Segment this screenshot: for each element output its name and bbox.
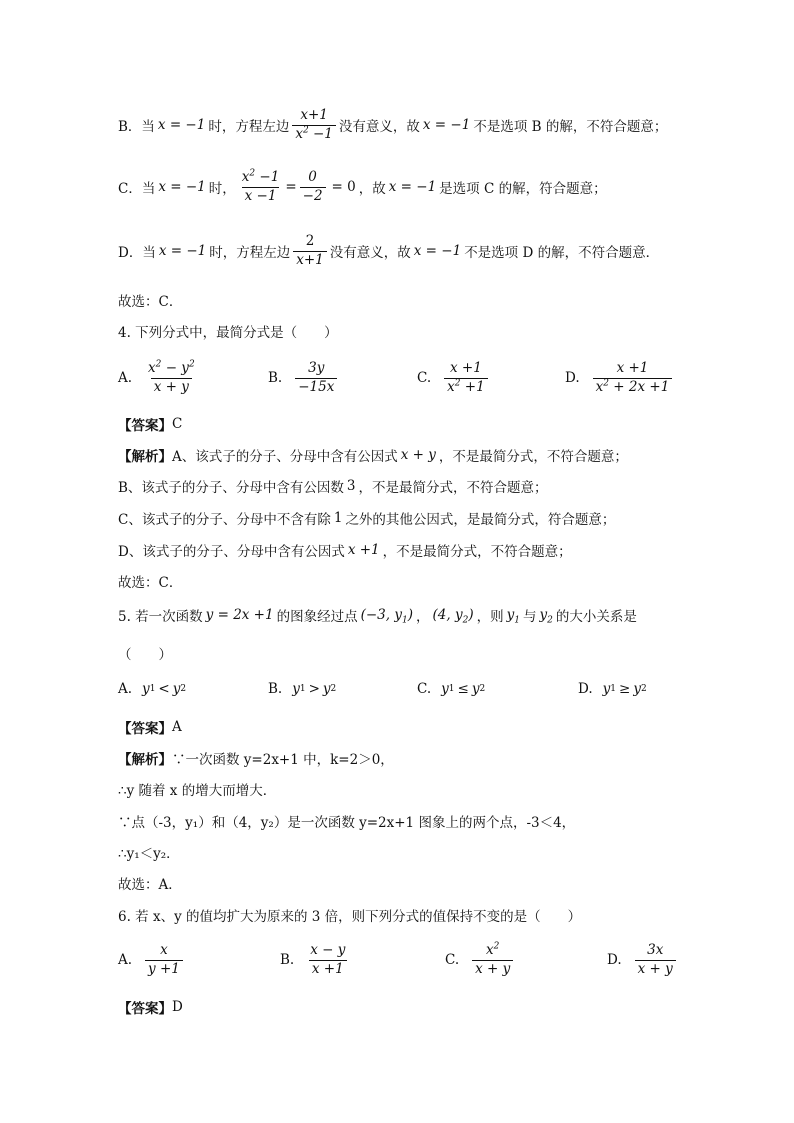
subscript: 1	[401, 615, 408, 626]
q4-stem	[118, 321, 338, 341]
equals: =	[285, 179, 297, 196]
exponent: 2	[249, 168, 256, 179]
relation: <	[158, 681, 170, 697]
text: 时，方程左边	[209, 245, 291, 262]
var-y2	[539, 607, 553, 626]
denominator: x + y	[635, 960, 676, 978]
q5-option-c: C. y 1 ≤ y 2	[417, 681, 486, 697]
var: y	[172, 681, 181, 697]
denominator: x +1	[309, 960, 347, 978]
numerator: 3x	[647, 941, 664, 958]
q3-choose	[118, 290, 182, 310]
q5-analysis-line-2	[118, 779, 276, 799]
text: 5. 若一次函数	[118, 609, 203, 625]
q3-option-c-explanation	[118, 170, 607, 204]
question-stem: 6. 若 x、y 的值均扩大为原来的 3 倍，则下列分式的值保持不变的是（ ）	[118, 909, 582, 925]
fraction	[295, 361, 337, 395]
fraction	[472, 943, 513, 977]
option-label: D.	[565, 370, 580, 386]
text: C．当	[118, 181, 156, 198]
denominator: y +1	[145, 960, 183, 978]
q4-option-a	[118, 356, 201, 400]
q5-analysis-line-4	[118, 842, 180, 862]
exponent: 2	[493, 941, 500, 952]
exponent: 2	[188, 359, 195, 370]
answer-value: C	[172, 416, 183, 432]
text: ，则	[476, 609, 504, 625]
q5-answer	[118, 717, 182, 737]
q4-option-d	[565, 356, 675, 400]
num-part: x	[486, 941, 494, 958]
subscript: 2	[547, 615, 553, 626]
text: 时，	[208, 181, 236, 198]
q5-option-d: D. y 1 ≥ y 2	[578, 681, 647, 697]
q4-analysis-line-1	[118, 445, 628, 465]
point-1	[360, 607, 413, 626]
den-part: x	[447, 378, 455, 395]
denominator: x+1	[293, 251, 327, 269]
fraction	[307, 943, 348, 977]
q4-answer	[118, 414, 182, 434]
num-part: −1	[255, 169, 280, 185]
den-part: +1	[460, 378, 485, 395]
text: A、该式子的分子、分母中含有公因式	[172, 449, 398, 465]
option-label: D.	[607, 952, 622, 968]
math-condition: x = −1	[158, 243, 207, 260]
answer-tag: 【答案】	[118, 418, 172, 434]
numerator	[239, 170, 283, 187]
text: 的大小关系是	[555, 609, 637, 625]
num-part: x	[148, 359, 156, 376]
math-expression: 1	[333, 510, 343, 526]
numerator: x	[160, 941, 168, 958]
denominator	[593, 378, 673, 396]
answer-blank: （ ）	[118, 647, 172, 663]
numerator: x+1	[300, 107, 328, 123]
var: y	[441, 681, 449, 697]
function-expression: y = 2x +1	[205, 607, 274, 623]
var: y	[633, 681, 641, 697]
fraction	[292, 108, 336, 142]
text: ∵一次函数 y=2x+1 中，k=2＞0，	[172, 752, 394, 768]
fraction	[300, 170, 326, 204]
text: ，不是最简分式，不符合题意；	[438, 449, 628, 465]
q5-option-a: A. y 1 < y 2	[118, 681, 187, 697]
separator: ，	[416, 609, 430, 625]
q4-analysis-line-2	[118, 476, 548, 496]
option-label: C.	[417, 681, 432, 697]
var: y	[471, 681, 480, 697]
option-label: B.	[268, 681, 283, 697]
math-value: x = −1	[388, 179, 437, 196]
answer-value: D	[172, 999, 183, 1015]
fraction	[145, 361, 198, 395]
q6-option-b	[280, 938, 351, 982]
fraction	[593, 361, 673, 395]
numerator: 0	[308, 169, 317, 185]
q4-analysis-line-4	[118, 540, 572, 560]
exponent: 2	[302, 125, 309, 136]
text: ，不是最简分式，不符合题意；	[358, 480, 548, 496]
math-expression: x +1	[347, 542, 380, 558]
den-part: x	[595, 378, 604, 395]
option-label: C.	[417, 370, 432, 386]
exponent: 2	[603, 378, 609, 388]
q4-option-b	[268, 356, 340, 400]
q4-choose	[118, 571, 182, 591]
text: 是选项 C 的解，符合题意；	[439, 181, 607, 198]
q5-options	[118, 667, 734, 711]
option-label: A.	[118, 952, 133, 968]
numerator: 2	[305, 233, 315, 249]
text: 时，方程左边	[208, 119, 290, 136]
analysis-tag: 【解析】	[118, 752, 172, 768]
option-label: C.	[445, 952, 460, 968]
math-expression: x + y	[400, 447, 436, 463]
text: D、该式子的分子、分母中含有公因式	[118, 544, 345, 560]
text: B、该式子的分子、分母中含有公因数	[118, 480, 344, 496]
fraction	[444, 361, 488, 395]
var: y	[142, 681, 150, 697]
q5-stem	[118, 605, 637, 625]
var: y	[506, 607, 515, 623]
math-condition: x = −1	[157, 117, 206, 134]
point-text: (−3, y	[360, 607, 402, 623]
q5-choose	[118, 873, 182, 893]
q3-option-d-explanation	[118, 234, 659, 268]
text: ∴y 随着 x 的增大而增大．	[118, 783, 277, 799]
numerator	[145, 361, 198, 378]
math-result: = 0	[331, 179, 356, 196]
denominator: −15x	[295, 378, 337, 396]
point-text: )	[407, 607, 413, 623]
denominator: x −1	[242, 187, 280, 205]
exponent: 2	[454, 378, 461, 388]
q6-stem	[118, 905, 581, 925]
num-part: − y	[161, 359, 189, 376]
text: ∴y₁＜y₂．	[118, 846, 180, 862]
fraction	[145, 943, 183, 977]
q4-options	[118, 356, 734, 400]
text: C、该式子的分子、分母中不含有除	[118, 512, 331, 528]
numerator: 3y	[308, 359, 325, 376]
relation: ≤	[457, 681, 469, 697]
answer-value: A	[172, 719, 182, 735]
text: ∵点（-3，y₁）和（4，y₂）是一次函数 y=2x+1 图象上的两个点，-3＜4，	[118, 815, 576, 831]
option-label: D.	[578, 681, 593, 697]
fraction	[293, 234, 327, 268]
q5-option-b: B. y 1 > y 2	[268, 681, 337, 697]
q6-option-a	[118, 938, 186, 982]
text: 故选：C．	[118, 575, 183, 591]
var-y1	[506, 607, 520, 626]
subscript: 1	[514, 615, 520, 626]
text: 的图象经过点	[276, 609, 358, 625]
q3-option-b-explanation	[118, 108, 667, 142]
answer-tag: 【答案】	[118, 721, 172, 737]
exponent: 2	[155, 359, 162, 370]
numerator: x +1	[450, 359, 482, 376]
denominator: −2	[300, 187, 326, 205]
q5-analysis-line-1	[118, 748, 394, 768]
math-expression: 3	[346, 478, 356, 494]
numerator: x +1	[616, 359, 649, 376]
denominator: x + y	[151, 378, 192, 396]
text: ，不是最简分式，不符合题意；	[382, 544, 572, 560]
option-label: B.	[268, 370, 283, 386]
denominator: x + y	[472, 960, 513, 978]
answer-tag: 【答案】	[118, 1001, 172, 1017]
numerator	[483, 943, 502, 960]
num-part: x	[241, 169, 250, 185]
text: 之外的其他公因式，是最简分式，符合题意；	[345, 512, 616, 528]
text: D．当	[118, 245, 156, 262]
analysis-tag: 【解析】	[118, 449, 172, 465]
text: 故选：A．	[118, 877, 182, 893]
text: 没有意义，故	[329, 245, 411, 262]
den-part: + 2x +1	[609, 378, 670, 395]
q5-paren	[118, 643, 172, 663]
text: 与	[522, 609, 537, 625]
denominator	[292, 125, 336, 143]
q6-options	[118, 938, 734, 982]
point-2	[432, 607, 474, 626]
q6-answer	[118, 997, 183, 1017]
math-condition: x = −1	[158, 179, 206, 196]
math-value: x = −1	[422, 117, 471, 134]
subscript: 2	[462, 615, 469, 626]
den-part: x	[295, 125, 303, 142]
math-value: x = −1	[413, 243, 462, 260]
text: 没有意义，故	[338, 119, 420, 136]
fraction	[239, 170, 283, 204]
text: 不是选项 B 的解，不符合题意；	[473, 119, 668, 136]
option-label: A.	[118, 681, 133, 697]
text: 不是选项 D 的解，不符合题意．	[464, 245, 660, 262]
relation: >	[308, 681, 320, 697]
var: y	[322, 681, 331, 697]
point-text: )	[468, 607, 474, 623]
q6-option-c	[445, 938, 516, 982]
fraction	[635, 943, 676, 977]
text: 故选：C．	[118, 294, 183, 310]
q5-analysis-line-3	[118, 811, 575, 831]
question-stem: 4. 下列分式中，最简分式是（ ）	[118, 325, 338, 341]
option-label: B.	[280, 952, 295, 968]
option-label: A.	[118, 370, 133, 386]
var: y	[292, 681, 300, 697]
var: y	[602, 681, 611, 697]
text: B．当	[118, 119, 155, 136]
point-text: (4, y	[432, 607, 463, 623]
q6-option-d	[607, 938, 679, 982]
denominator	[444, 378, 488, 396]
q4-option-c	[417, 356, 491, 400]
var: y	[539, 607, 548, 623]
numerator: x − y	[310, 941, 346, 958]
den-part: −1	[308, 125, 333, 142]
text: ，故	[358, 181, 386, 198]
relation: ≥	[619, 681, 631, 697]
q4-analysis-line-3	[118, 508, 615, 528]
